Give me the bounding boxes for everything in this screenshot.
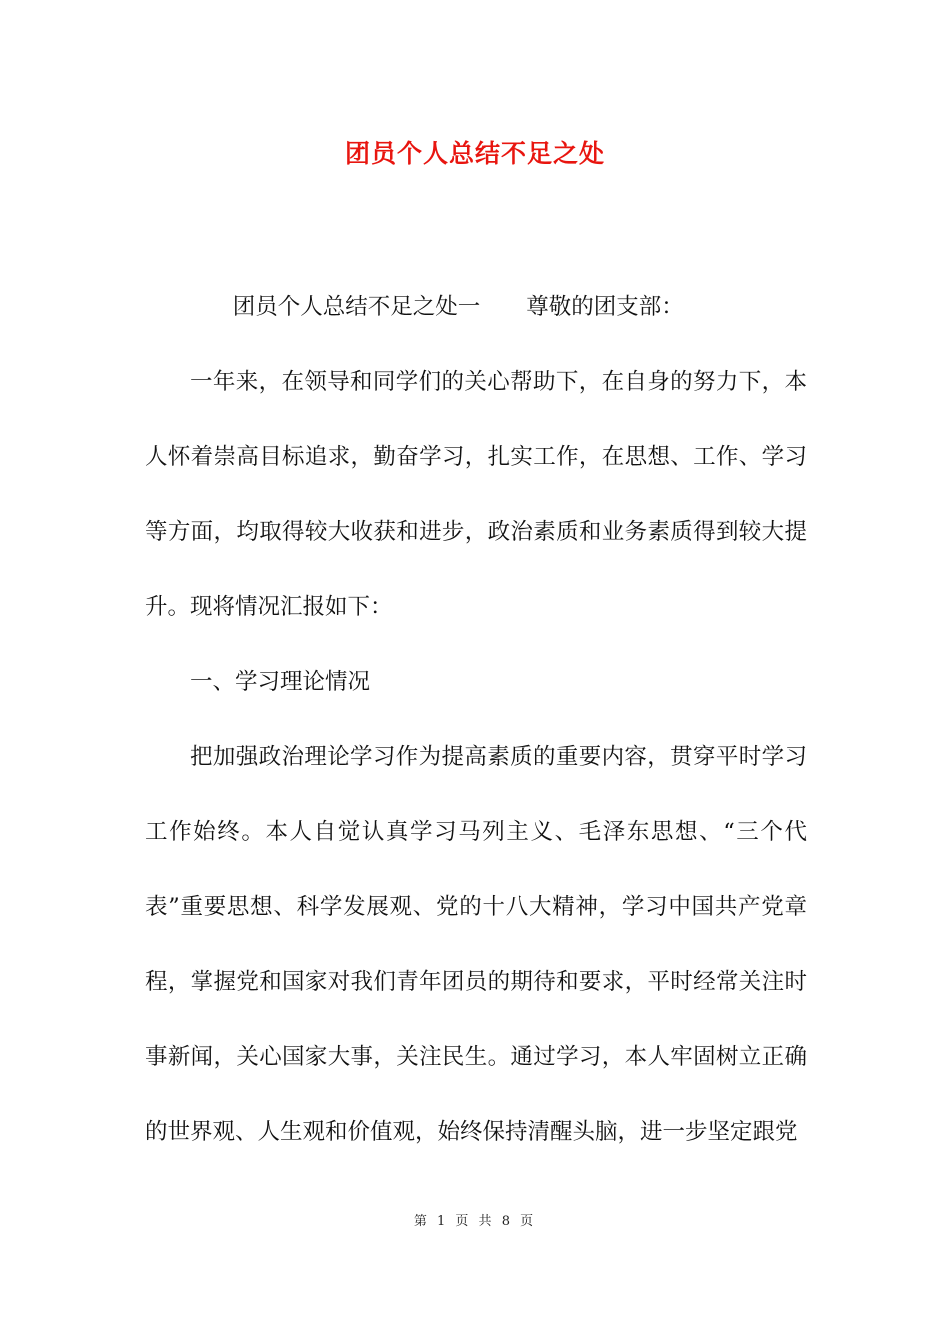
- page-footer: 第 1 页 共 8 页: [413, 1214, 537, 1229]
- section-heading-1: 一、学习理论情况: [190, 669, 371, 695]
- paragraph-1: 一年来，在领导和同学们的关心帮助下，在自身的努力下，本人怀着崇高目标追求，勤奋学习，扎实工作，在思想、工作、学习等方面，均取得较大收获和进步，政治素质和业务素质得到较大提升。现将情况汇报如下：: [145, 369, 807, 620]
- greeting-salutation: 尊敬的团支部：: [526, 294, 684, 320]
- greeting-heading: 团员个人总结不足之处一: [232, 294, 481, 320]
- document-body: [145, 270, 807, 1170]
- paragraph-2: 把加强政治理论学习作为提高素质的重要内容，贯穿平时学习工作始终。本人自觉认真学习马列主义、毛泽东思想、“三个代表”重要思想、科学发展观、党的十八大精神，学习中国共产党章程，掌握党和国家对我们青年团员的期待和要求，平时经常关注时事新闻，关心国家大事，关注民生。通过学习，本人牢固树立正确的世界观、人生观和价值观，始终保持清醒头脑，进一步坚定跟党: [145, 744, 807, 1145]
- document-title: 团员个人总结不足之处: [344, 139, 605, 168]
- greeting-line: [145, 270, 807, 345]
